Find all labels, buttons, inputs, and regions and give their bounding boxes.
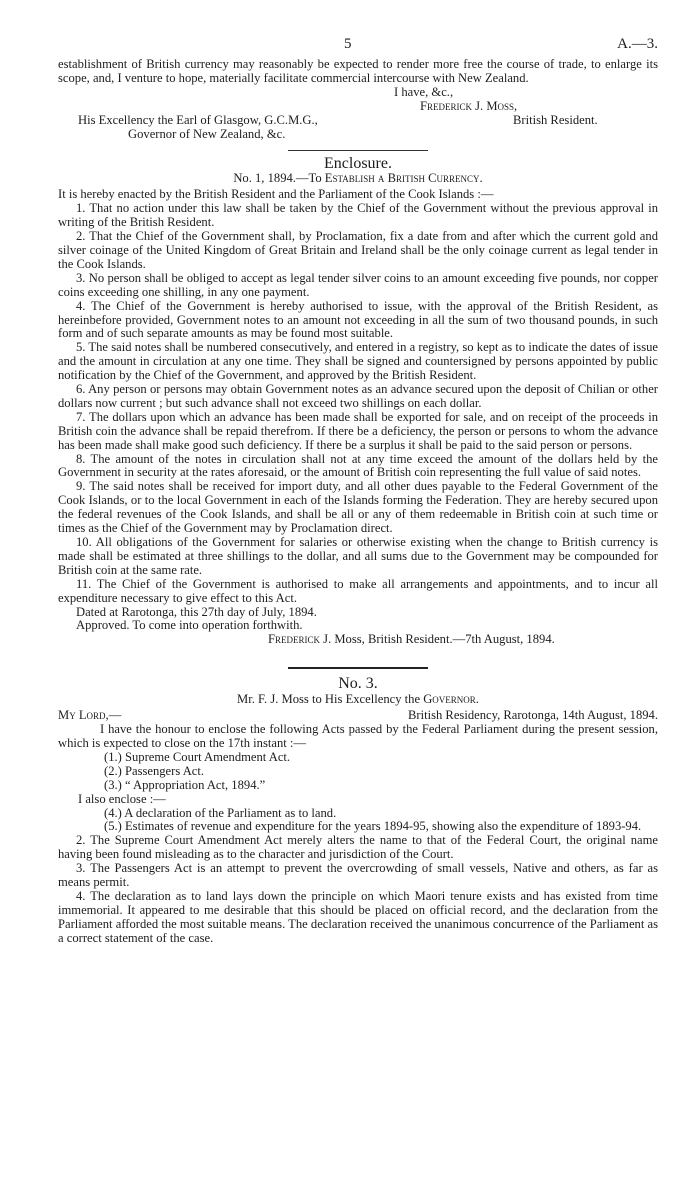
salutation-row [58, 709, 658, 723]
signature-name: Frederick J. Moss, [420, 98, 518, 113]
enclosure-signature [58, 633, 658, 647]
clause: 5. The said notes shall be numbered consecutively, and entered in a registry, so kept as to indicate the dates of issue and the amount in circulation at any one time. They shall be signed and countersigned by persons appointed by public notification by the Chief of the Government, and approved by the British Resident. [58, 340, 658, 383]
clause: 8. The amount of the notes in circulation shall not at any time exceed the amount of the dollars held by the Government in security at the rates aforesaid, or the amount of British coin representing the full value of said notes. [58, 451, 658, 480]
addressee-line-2: Governor of New Zealand, &c. [128, 126, 286, 141]
enclosure-clauses [58, 202, 658, 605]
enclosure-subheading-prefix: No. 1, 1894.—To [233, 171, 325, 186]
clause: 4. The Chief of the Government is hereby authorised to issue, with the approval of the British Resident, as hereinbefore provided, Government notes to an amount not exceeding in all the sum of two thousand pounds, in such form and of such separate amounts as may be found most suitable. [58, 298, 658, 341]
clause: 11. The Chief of the Government is authorised to make all arrangements and appointments, and to incur all expenditure necessary to give effect to this Act. [58, 576, 658, 605]
paragraph: 4. The declaration as to land lays down the principle on which Maori tenure exists and has existed from time immemorial. It appeared to me desirable that this should be placed on official record, and the declaration from the Parliament afforded the most suitable means. The declaration received the unanimous concurrence of the Parliament as a correct statement of the case. [58, 888, 658, 945]
addressee-line-1: His Excellency the Earl of Glasgow, G.C.M.G., [78, 112, 318, 127]
opening-paragraph: establishment of British currency may reasonably be expected to render more free the course of trade, to enlarge its scope, and, I venture to hope, materially facilitate commercial intercourse with New Zealand. [58, 57, 658, 85]
clause: 9. The said notes shall be received for import duty, and all other dues payable to the Federal Government of the Cook Islands, or to the local Government in each of the Islands forming the Federation. They are hereby secured upon the federal revenues of the Cook Islands, and shall be all or any of them redeemable in British coin at such time or times as the Chief of the Government may by Proclamation direct. [58, 479, 658, 536]
clause: 1. That no action under this law shall be taken by the Chief of the Government without the previous approval in writing of the British Resident. [58, 201, 658, 230]
salutation: My Lord,— [58, 708, 122, 723]
enclosure-subheading-title: Establish a British Currency. [324, 171, 483, 186]
enclosure-heading: Enclosure. [324, 154, 392, 172]
clause: 3. No person shall be obliged to accept as legal tender silver coins to an amount exceeding five pounds, nor copper coins exceeding one shilling, in any one payment. [58, 270, 658, 299]
also-enclose: I also enclose :— [78, 791, 166, 806]
signature-title: British Resident. [513, 112, 598, 127]
dated-line: Dated at Rarotonga, this 27th day of July, 1894. [76, 604, 317, 619]
paragraph: 3. The Passengers Act is an attempt to prevent the overcrowding of small vessels, Native and others, as far as means permit. [58, 861, 658, 890]
page-header [58, 38, 658, 58]
clause: 7. The dollars upon which an advance has been made shall be exported for sale, and on receipt of the proceeds in British coin the advance shall be repaid therefrom. If there be a deficiency, the person or persons to whom the advance has been made shall make good such deficiency. If there be a surplus it shall be paid to the said person or persons. [58, 409, 658, 452]
enclosure-subheading [58, 172, 658, 186]
list-item: (3.) “ Appropriation Act, 1894.” [104, 777, 266, 792]
closing-formula: I have, &c., [394, 84, 454, 99]
enclosure-signature-rest: J. Moss, British Resident.—7th August, 1894. [320, 632, 555, 647]
no3-heading: No. 3. [338, 675, 378, 693]
no3-subheading [58, 693, 658, 707]
no3-subheading-title: Governor. [423, 692, 479, 707]
addressee-row [58, 114, 658, 128]
page-reference: A.—3. [617, 36, 658, 52]
page-number: 5 [344, 36, 352, 52]
list-item: (5.) Estimates of revenue and expenditure for the years 1894-95, showing also the expenditure of 1893-94. [104, 819, 642, 834]
acts-list [58, 751, 658, 793]
clause: 10. All obligations of the Government for salaries or otherwise existing when the change to British currency is made shall be estimated at three shillings to the dollar, and all sums due to the Government may be compounded for British coin at the same rate. [58, 535, 658, 577]
enclosure-intro: It is hereby enacted by the British Resident and the Parliament of the Cook Islands :— [58, 187, 494, 202]
list-item: (2.) Passengers Act. [104, 763, 205, 778]
no3-intro: I have the honour to enclose the following Acts passed by the Federal Parliament during the present session, which is expected to close on the 17th instant :— [58, 722, 658, 750]
paragraph: 2. The Supreme Court Amendment Act merely alters the name to that of the Federal Court, the original name having been found misleading as to the character and jurisdiction of the Court. [58, 833, 658, 862]
clause: 2. That the Chief of the Government shall, by Proclamation, fix a date from and after which the current gold and silver coinage of the United Kingdom of Great Britain and Ireland shall be the only coinage current as legal tender in the Cook Islands. [58, 229, 658, 271]
place-date: British Residency, Rarotonga, 14th August, 1894. [408, 708, 658, 723]
approved-line: Approved. To come into operation forthwith. [76, 618, 303, 633]
enclosure-signature-name: Frederick [268, 632, 321, 647]
list-item: (1.) Supreme Court Amendment Act. [104, 749, 291, 764]
section-divider [288, 150, 428, 151]
also-list [58, 807, 658, 835]
section-divider-thick [288, 667, 428, 669]
list-item: (4.) A declaration of the Parliament as to land. [104, 805, 337, 820]
clause: 6. Any person or persons may obtain Government notes as an advance secured upon the deposit of Chilian or other dollars now current ; but such advance shall not exceed two shillings on each dollar. [58, 382, 658, 410]
no3-subheading-prefix: Mr. F. J. Moss to His Excellency the [237, 692, 424, 707]
